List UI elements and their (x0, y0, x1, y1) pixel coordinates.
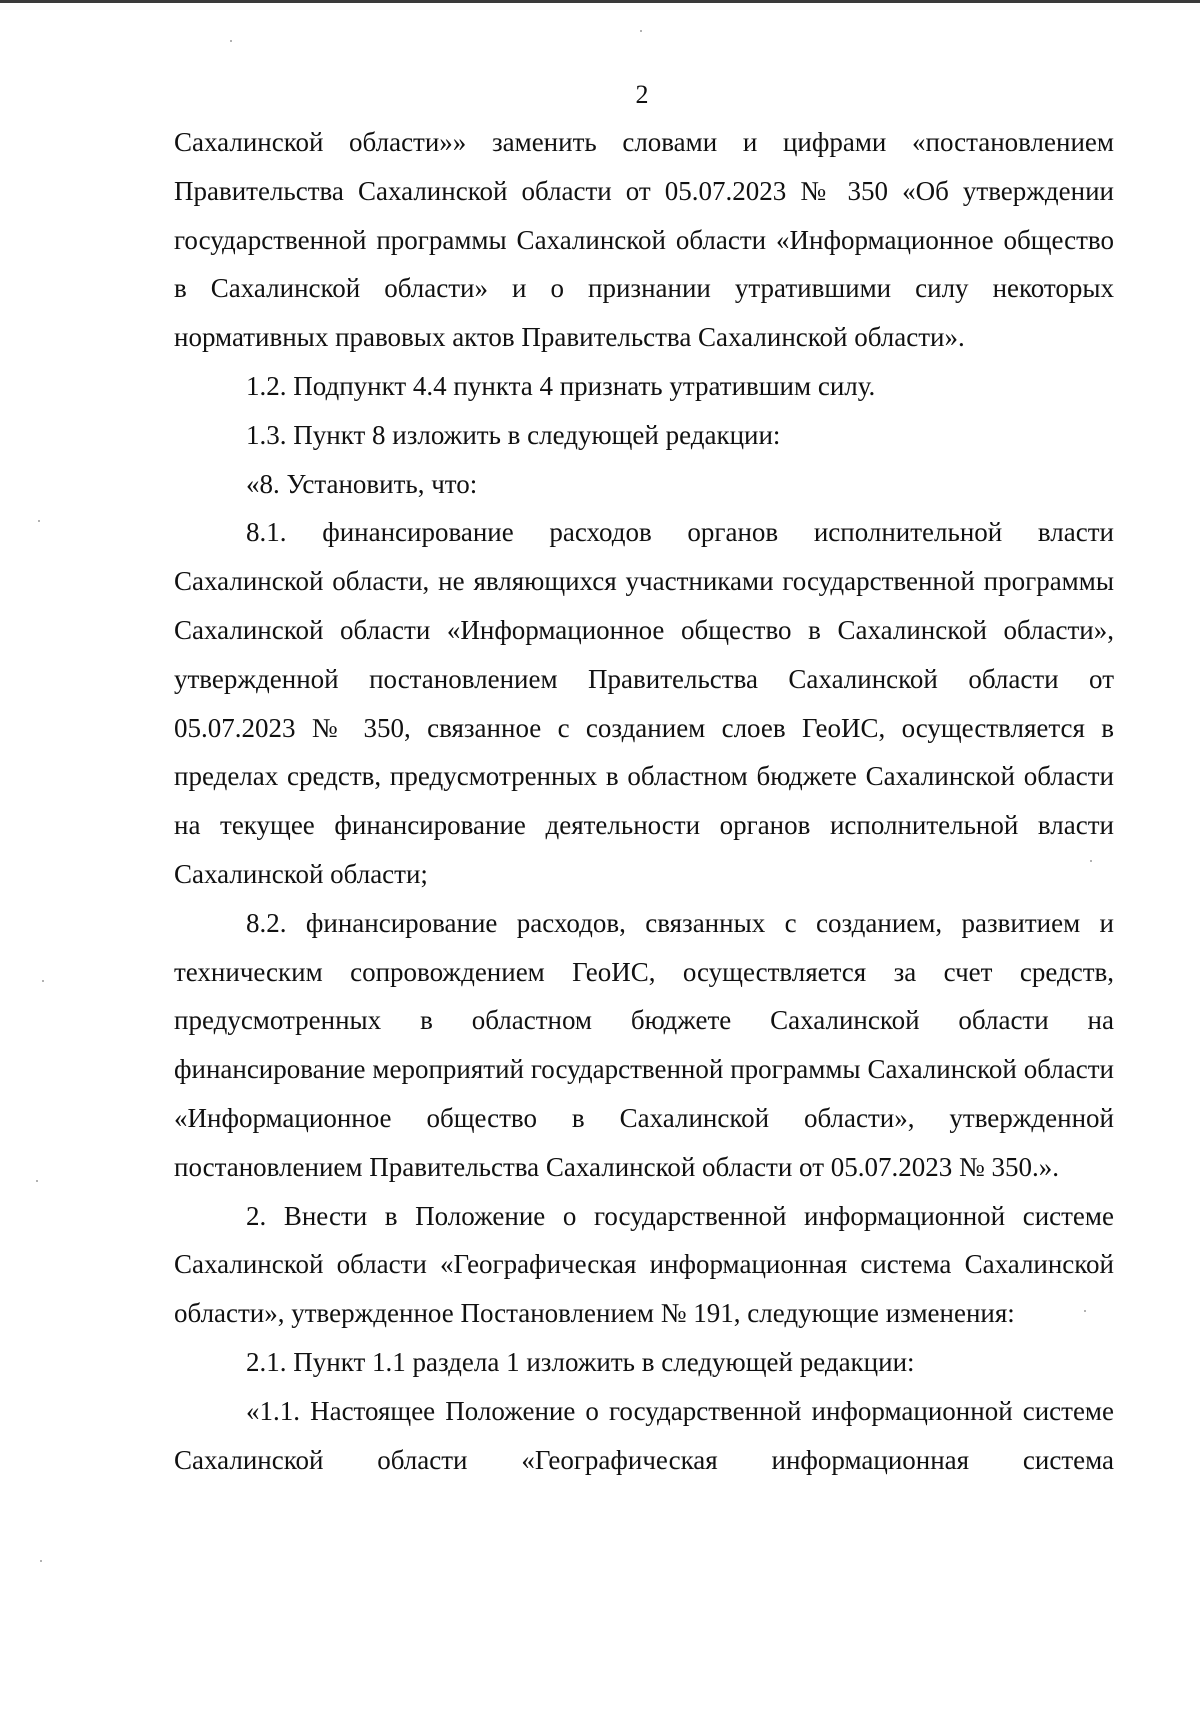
top-border-line (0, 0, 1200, 3)
paragraph-8-2: 8.2. финансирование расходов, связанных с созданием, развитием и техническим сопровождением ГеоИС, осуществляется за счет средств, предусмотренных в областном бюджете Сахалинской области на финансирование мероприятий государственной программы Сахалинской области «Информационное общество в Сахалинской области», утвержденной постановлением Правительства Сахалинской области от 05.07.2023 № 350.». (174, 907, 1114, 1182)
scan-speck (36, 1180, 38, 1182)
paragraph-8: «8. Установить, что: (246, 468, 478, 499)
scan-speck (1084, 1310, 1086, 1312)
document-body (174, 118, 1114, 1484)
scan-speck (40, 1560, 42, 1562)
paragraph-2: 2. Внести в Положение о государственной информационной системе Сахалинской области «Географическая информационная система Сахалинской области», утвержденное Постановлением № 191, следующие изменения: (174, 1200, 1114, 1329)
scan-speck (1090, 860, 1092, 862)
paragraph-8-1: 8.1. финансирование расходов органов исполнительной власти Сахалинской области, не являющихся участниками государственной программы Сахалинской области «Информационное общество в Сахалинской области», утвержденной постановлением Правительства Сахалинской области от 05.07.2023 № 350, связанное с созданием слоев ГеоИС, осуществляется в пределах средств, предусмотренных в областном бюджете Сахалинской области на текущее финансирование деятельности органов исполнительной власти Сахалинской области; (174, 517, 1114, 889)
scan-speck (38, 520, 40, 522)
scan-speck (230, 40, 232, 42)
paragraph-1-3: 1.3. Пункт 8 изложить в следующей редакции: (246, 419, 781, 450)
page-number: 2 (635, 80, 649, 109)
paragraph-2-1: 2.1. Пункт 1.1 раздела 1 изложить в следующей редакции: (246, 1346, 915, 1377)
scan-speck (640, 30, 642, 32)
paragraph-continuation: Сахалинской области»» заменить словами и цифрами «постановлением Правительства Сахалинской области от 05.07.2023 № 350 «Об утверждении государственной программы Сахалинской области «Информационное общество в Сахалинской области» и о признании утратившими силу некоторых нормативных правовых актов Правительства Сахалинской области». (174, 127, 1114, 353)
scan-speck (42, 980, 44, 982)
paragraph-1-1: «1.1. Настоящее Положение о государственной информационной системе Сахалинской области «Географическая информационная система (174, 1395, 1114, 1475)
paragraph-1-2: 1.2. Подпункт 4.4 пункта 4 признать утратившим силу. (246, 370, 876, 401)
